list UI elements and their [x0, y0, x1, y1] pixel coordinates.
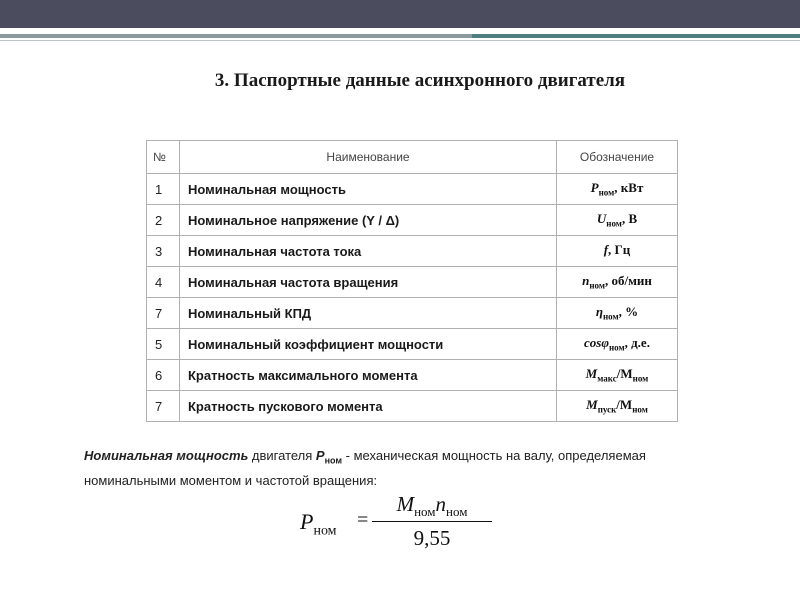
table-row [147, 360, 678, 391]
row-number: 7 [147, 391, 180, 422]
header-symbol: Обозначение [557, 141, 678, 174]
row-symbol: $n_{ном}$, об/мин [557, 267, 678, 298]
row-name: Номинальный коэффициент мощности [180, 329, 557, 360]
table-row [147, 391, 678, 422]
row-symbol: $M_{пуск}/M_{ном}$ [557, 391, 678, 422]
row-name: Номинальное напряжение (Y / Δ) [180, 205, 557, 236]
row-symbol: $P_{ном}$, кВт [557, 174, 678, 205]
text-part-2: - механическая мощность на валу, определяемая номинальными моментом и частотой вращения: [84, 448, 646, 488]
row-symbol: $M_{макс}/M_{ном}$ [557, 360, 678, 391]
row-name: Кратность максимального момента [180, 360, 557, 391]
row-name: Номинальный КПД [180, 298, 557, 329]
row-name: Номинальная частота тока [180, 236, 557, 267]
formula-equals: = [357, 509, 369, 531]
formula-lhs: $P_{ном}$ [300, 509, 337, 539]
row-number: 3 [147, 236, 180, 267]
row-name: Кратность пускового момента [180, 391, 557, 422]
table-row [147, 205, 678, 236]
table-row [147, 174, 678, 205]
description-paragraph [84, 446, 684, 490]
formula-numerator: $M_{ном}n_{ном}$ [396, 492, 468, 520]
slide-title: 3. Паспортные данные асинхронного двигателя [214, 70, 626, 91]
row-number: 6 [147, 360, 180, 391]
table-row [147, 329, 678, 360]
header-name: Наименование [180, 141, 557, 174]
row-number: 4 [147, 267, 180, 298]
row-number: 7 [147, 298, 180, 329]
header-num: № [147, 141, 180, 174]
passport-data-table [146, 140, 678, 422]
row-symbol: $\eta_{ном}$, % [557, 298, 678, 329]
table-header-row [147, 141, 678, 174]
table-row [147, 267, 678, 298]
row-name: Номинальная частота вращения [180, 267, 557, 298]
formula-denominator: 9,55 [413, 526, 451, 550]
row-symbol: cosφ$_{ном}$, д.е. [557, 329, 678, 360]
row-number: 1 [147, 174, 180, 205]
row-symbol: f, Гц [557, 236, 678, 267]
row-symbol: $U_{ном}$, В [557, 205, 678, 236]
table-row [147, 236, 678, 267]
header-thin-rule [0, 40, 800, 41]
table-row [147, 298, 678, 329]
fraction-bar [372, 521, 492, 522]
power-formula [300, 492, 500, 552]
header-banner [0, 0, 800, 28]
text-part-1: двигателя [248, 448, 316, 463]
row-name: Номинальная мощность [180, 174, 557, 205]
row-number: 2 [147, 205, 180, 236]
header-accent-rule [472, 34, 800, 38]
term: Номинальная мощность [84, 448, 249, 463]
power-symbol: P [315, 448, 325, 463]
row-number: 5 [147, 329, 180, 360]
power-subscript: ном [324, 455, 343, 466]
